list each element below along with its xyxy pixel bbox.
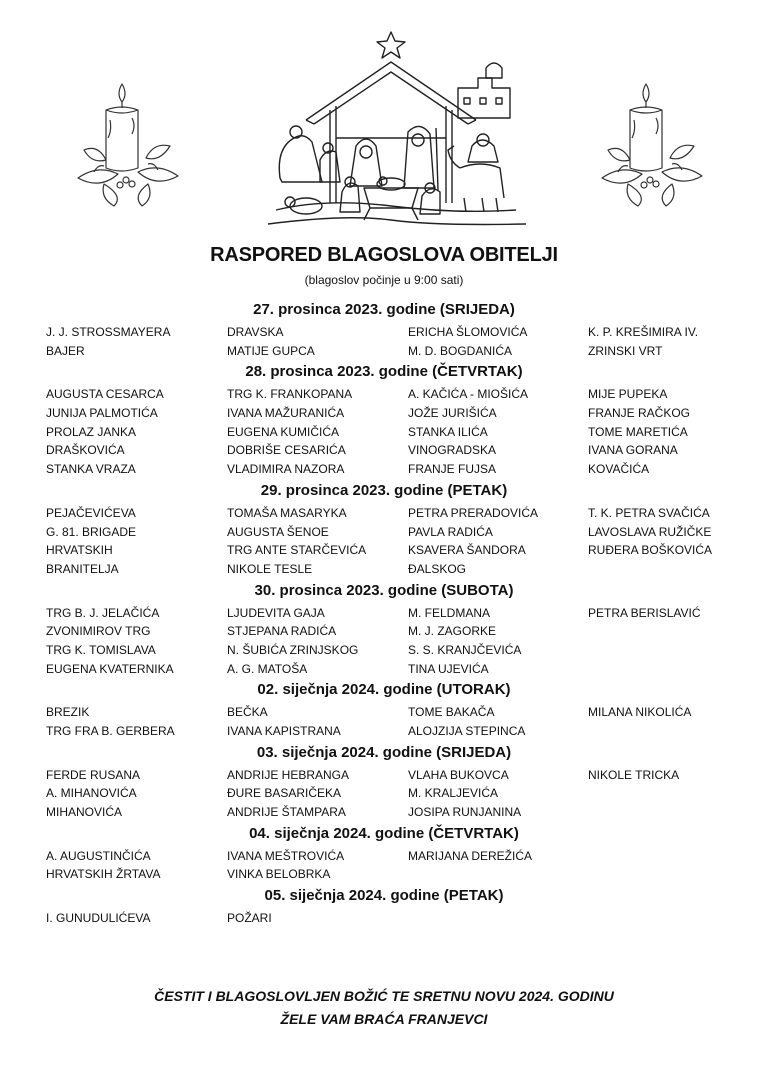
nativity-scene-illustration <box>246 28 536 232</box>
street-name: ALOJZIJA STEPINCA <box>408 724 526 738</box>
street-name: FRANJE FUJSA <box>408 462 497 477</box>
street-row <box>0 622 768 641</box>
street-name: RUĐERA BOŠKOVIĆA <box>588 543 713 558</box>
street-row <box>0 847 768 866</box>
street-name: TOME MARETIĆA <box>588 424 688 439</box>
street-name: TOME BAKAČA <box>408 705 495 720</box>
street-name: BREZIK <box>46 705 90 720</box>
street-row <box>0 703 768 722</box>
street-name: MIJE PUPEKA <box>588 387 668 402</box>
street-name: JOŽE JURIŠIĆA <box>408 406 497 421</box>
street-name: IVANA MAŽURANIĆA <box>227 406 345 421</box>
street-name: M. FELDMANA <box>408 605 491 620</box>
street-row <box>0 504 768 523</box>
street-name: M. KRALJEVIĆA <box>408 786 499 801</box>
street-name: MIHANOVIĆA <box>46 805 123 820</box>
street-name: LJUDEVITA GAJA <box>227 605 325 620</box>
street-name: BAJER <box>46 343 85 358</box>
street-row <box>0 784 768 803</box>
street-name: FRANJE RAČKOG <box>588 406 691 421</box>
street-name: KSAVERA ŠANDORA <box>408 543 526 558</box>
street-name: STANKA VRAZA <box>46 462 136 477</box>
street-name: ERICHA ŠLOMOVIĆA <box>408 325 528 339</box>
street-name: EUGENA KVATERNIKA <box>46 661 174 676</box>
day-heading: 30. prosinca 2023. godine (SUBOTA) <box>254 581 514 599</box>
street-name: M. D. BOGDANIĆA <box>408 343 513 358</box>
street-name: HRVATSKIH <box>46 543 113 558</box>
street-name: VINKA BELOBRKA <box>227 867 331 882</box>
street-name: IVANA GORANA <box>588 443 678 458</box>
street-name: IVANA KAPISTRANA <box>227 724 341 738</box>
street-name: N. ŠUBIĆA ZRINJSKOG <box>227 642 359 657</box>
street-name: TRG B. J. JELAČIĆA <box>46 605 160 620</box>
street-name: IVANA MEŠTROVIĆA <box>227 848 345 863</box>
street-name: T. K. PETRA SVAČIĆA <box>588 505 710 520</box>
street-name: A. MIHANOVIĆA <box>46 786 137 801</box>
street-name: TOMAŠA MASARYKA <box>227 505 347 520</box>
advent-candle-illustration <box>598 80 710 210</box>
street-name: VLADIMIRA NAZORA <box>227 462 345 477</box>
day-heading: 04. siječnja 2024. godine (ČETVRTAK) <box>249 824 519 842</box>
street-row <box>0 803 768 822</box>
street-row <box>0 641 768 660</box>
street-name: STJEPANA RADIĆA <box>227 624 337 639</box>
street-row <box>0 766 768 785</box>
street-name: POŽARI <box>227 911 272 926</box>
day-heading: 03. siječnja 2024. godine (SRIJEDA) <box>256 743 512 761</box>
day-heading: 29. prosinca 2023. godine (PETAK) <box>260 481 508 499</box>
street-row <box>0 604 768 623</box>
street-row <box>0 460 768 479</box>
street-name: HRVATSKIH ŽRTAVA <box>46 867 161 882</box>
street-name: TRG K. FRANKOPANA <box>227 387 353 402</box>
street-name: PROLAZ JANKA <box>46 424 137 439</box>
street-name: VLAHA BUKOVCA <box>408 767 509 782</box>
street-name: MILANA NIKOLIĆA <box>588 705 692 720</box>
street-name: MATIJE GUPCA <box>227 343 315 358</box>
street-name: G. 81. BRIGADE <box>46 524 137 539</box>
footer-greeting-line-2: ŽELE VAM BRAĆA FRANJEVCI <box>280 1011 488 1027</box>
street-name: PAVLA RADIĆA <box>408 524 493 539</box>
street-row <box>0 323 768 342</box>
street-row <box>0 441 768 460</box>
footer-greeting-line-1: ČESTIT I BLAGOSLOVLJEN BOŽIĆ TE SRETNU NOVU 2024. GODINU <box>154 988 614 1004</box>
day-section <box>0 743 768 822</box>
day-section <box>0 300 768 360</box>
street-name: BRANITELJA <box>46 561 119 576</box>
page-title: RASPORED BLAGOSLOVA OBITELJI <box>210 244 558 266</box>
street-name: JUNIJA PALMOTIĆA <box>46 406 158 421</box>
street-name: A. AUGUSTINČIĆA <box>46 848 151 863</box>
day-section <box>0 886 768 928</box>
day-section <box>0 362 768 478</box>
street-name: ZVONIMIROV TRG <box>46 624 151 639</box>
street-name: ĐALSKOG <box>408 561 467 576</box>
street-name: TRG ANTE STARČEVIĆA <box>227 543 367 558</box>
street-name: AUGUSTA CESARCA <box>46 387 164 402</box>
street-name: TRG K. TOMISLAVA <box>46 642 156 657</box>
page-subtitle: (blagoslov počinje u 9:00 sati) <box>304 273 464 287</box>
street-name: AUGUSTA ŠENOE <box>227 524 329 539</box>
street-name: JOSIPA RUNJANINA <box>408 805 522 820</box>
day-heading: 05. siječnja 2024. godine (PETAK) <box>264 887 504 905</box>
street-name: PETRA PRERADOVIĆA <box>408 505 539 520</box>
street-name: FERDE RUSANA <box>46 767 141 782</box>
street-name: LAVOSLAVA RUŽIČKE <box>588 524 712 539</box>
day-heading: 28. prosinca 2023. godine (ČETVRTAK) <box>245 363 523 381</box>
street-row <box>0 423 768 442</box>
street-name: ZRINSKI VRT <box>588 343 663 358</box>
street-row <box>0 342 768 361</box>
street-name: KOVAČIĆA <box>588 462 650 477</box>
street-name: TINA UJEVIĆA <box>408 661 489 676</box>
advent-candle-illustration <box>74 80 186 210</box>
street-name: M. J. ZAGORKE <box>408 624 497 639</box>
street-name: DRAVSKA <box>227 325 284 339</box>
street-name: MARIJANA DEREŽIĆA <box>408 848 533 863</box>
street-name: NIKOLE TESLE <box>227 561 313 576</box>
day-heading: 27. prosinca 2023. godine (SRIJEDA) <box>253 301 515 318</box>
street-row <box>0 660 768 679</box>
street-name: VINOGRADSKA <box>408 443 497 458</box>
street-row <box>0 722 768 741</box>
street-name: J. J. STROSSMAYERA <box>46 325 171 339</box>
street-row <box>0 523 768 542</box>
street-name: ANDRIJE HEBRANGA <box>227 767 350 782</box>
street-row <box>0 865 768 884</box>
street-row <box>0 560 768 579</box>
street-name: PEJAČEVIĆEVA <box>46 505 136 520</box>
day-section <box>0 680 768 740</box>
street-name: STANKA ILIĆA <box>408 424 488 439</box>
street-name: DOBRIŠE CESARIĆA <box>227 443 346 458</box>
street-name: K. P. KREŠIMIRA IV. <box>588 325 699 339</box>
street-name: BEČKA <box>227 705 268 720</box>
day-section <box>0 581 768 679</box>
day-section <box>0 481 768 579</box>
street-row <box>0 909 768 928</box>
street-name: I. GUNUDULIĆEVA <box>46 911 151 926</box>
street-row <box>0 385 768 404</box>
street-name: EUGENA KUMIČIĆA <box>227 424 340 439</box>
street-row <box>0 541 768 560</box>
schedule <box>0 300 768 928</box>
street-name: S. S. KRANJČEVIĆA <box>408 642 522 657</box>
street-name: PETRA BERISLAVIĆ <box>588 605 701 620</box>
street-name: NIKOLE TRICKA <box>588 767 680 782</box>
day-heading: 02. siječnja 2024. godine (UTORAK) <box>257 681 511 699</box>
street-name: ĐURE BASARIČEKA <box>227 786 342 801</box>
street-row <box>0 404 768 423</box>
street-name: ANDRIJE ŠTAMPARA <box>227 805 346 820</box>
street-name: A. G. MATOŠA <box>227 661 308 676</box>
day-section <box>0 824 768 884</box>
street-name: A. KAČIĆA - MIOŠIĆA <box>408 387 529 402</box>
street-name: DRAŠKOVIĆA <box>46 443 125 458</box>
street-name: TRG FRA B. GERBERA <box>46 724 175 738</box>
